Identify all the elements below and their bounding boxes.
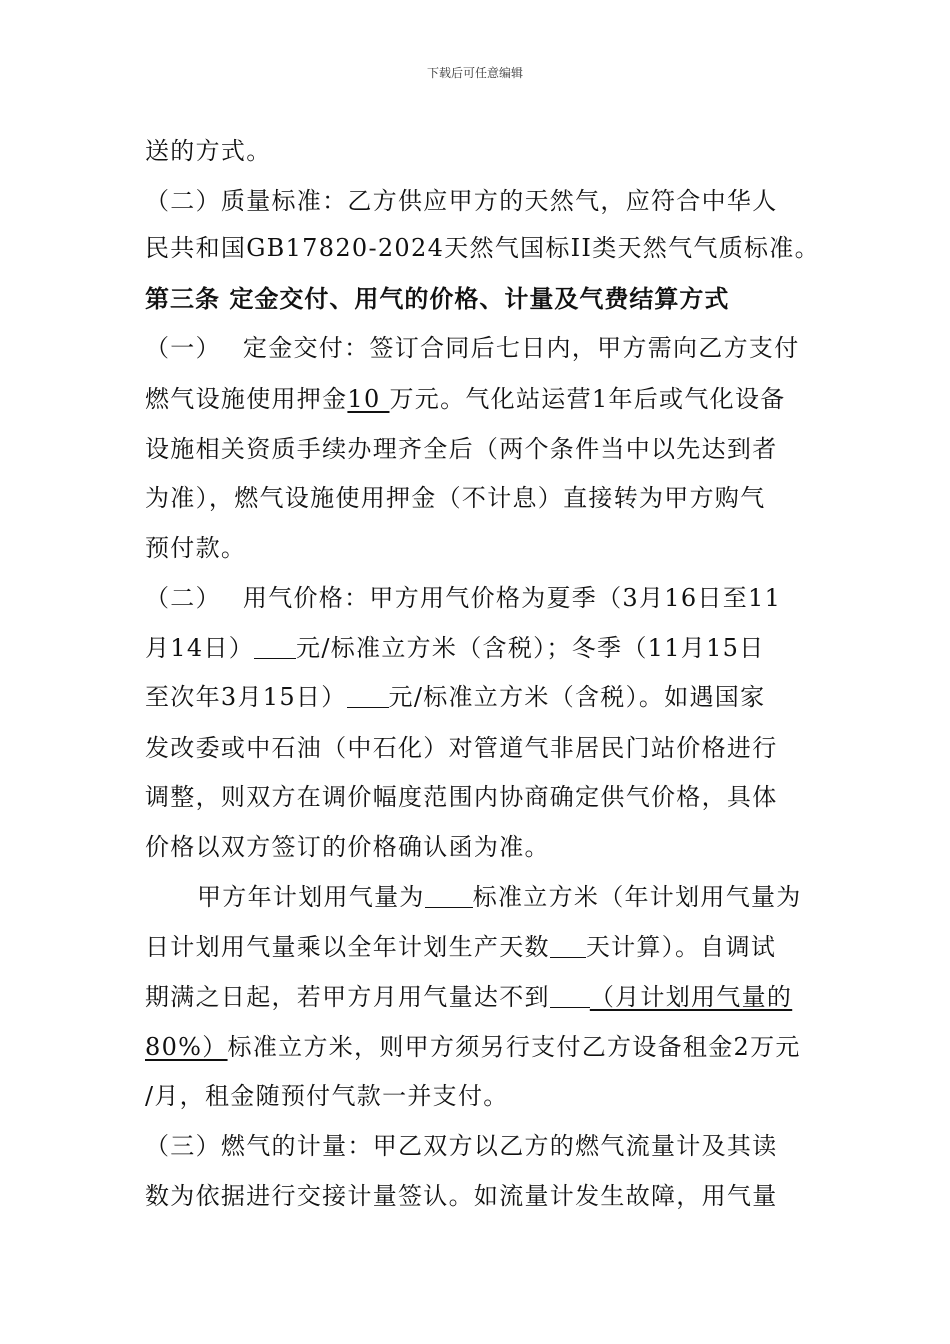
text-line: 数为依据进行交接计量签认。如流量计发生故障，用气量 <box>145 1182 778 1210</box>
winter-price-blank <box>347 685 389 708</box>
text-line: 至次年3月15日） 元/标准立方米（含税）。如遇国家 <box>145 683 766 711</box>
annual-volume-blank <box>425 885 473 908</box>
text-line: 预付款。 <box>145 534 247 562</box>
text-line: 期满之日起，若甲方月用气量达不到 （月计划用气量的 <box>145 983 793 1011</box>
text-line: 设施相关资质手续办理齐全后（两个条件当中以先达到者 <box>145 435 778 463</box>
text-line: 民共和国GB17820-2024天然气国标II类天然气气质标准。 <box>145 234 820 262</box>
clause-number: （一） <box>145 334 221 362</box>
text-line: 80%）标准立方米，则甲方须另行支付乙方设备租金2万元 <box>145 1033 801 1061</box>
text-line: 发改委或中石油（中石化）对管道气非居民门站价格进行 <box>145 734 778 762</box>
text-line: 日计划用气量乘以全年计划生产天数 天计算）。自调试 <box>145 933 777 961</box>
text-line: 甲方年计划用气量为 标准立方米（年计划用气量为 <box>197 883 802 911</box>
text-line: （一） 定金交付：签订合同后七日内，甲方需向乙方支付 <box>145 334 800 362</box>
text-line: （三）燃气的计量：甲乙双方以乙方的燃气流量计及其读 <box>145 1132 778 1160</box>
clause-number: （二） <box>145 584 221 612</box>
text-line: 调整，则双方在调价幅度范围内协商确定供气价格，具体 <box>145 783 778 811</box>
text-line: 月14日） 元/标准立方米（含税）；冬季（11月15日 <box>145 634 765 662</box>
monthly-volume-blank <box>550 985 590 1008</box>
text-line: 送的方式。 <box>145 137 272 165</box>
summer-price-blank <box>254 636 296 659</box>
page-header: 下载后可任意编辑 <box>426 66 523 80</box>
deposit-amount: 10 <box>347 385 390 413</box>
production-days-blank <box>550 935 586 958</box>
section-heading: 第三条 定金交付、用气的价格、计量及气费结算方式 <box>145 284 730 313</box>
text-line: 为准），燃气设施使用押金（不计息）直接转为甲方购气 <box>145 484 766 512</box>
text-line: （二）质量标准：乙方供应甲方的天然气，应符合中华人 <box>145 187 778 215</box>
text-line: /月，租金随预付气款一并支付。 <box>145 1082 509 1110</box>
text-line: 燃气设施使用押金10 万元。气化站运营1年后或气化设备 <box>145 385 786 413</box>
text-line: （二） 用气价格：甲方用气价格为夏季（3月16日至11 <box>145 584 782 612</box>
text-line: 价格以双方签订的价格确认函为准。 <box>145 833 550 861</box>
